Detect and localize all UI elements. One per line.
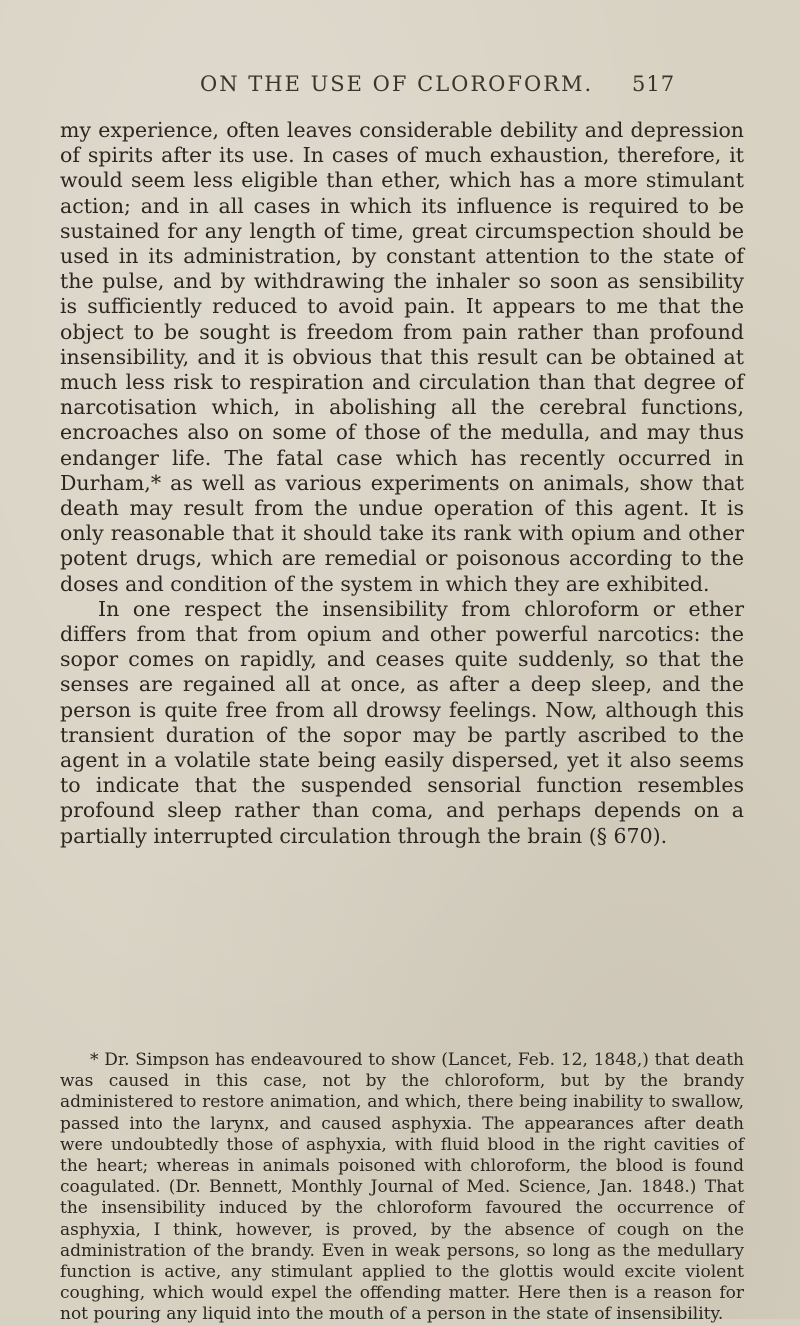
- paragraph-2: In one respect the insensibility from chloroform or ether differs from that from opium and other powerful narcotics: the sopor comes on rapidly, and ceases quite suddenly, so that the senses are regained all at once, as after a deep sleep, and the person is quite free from all drowsy feelings. Now, although this transient duration of the sopor may be partly ascribed to the agent in a volatile state being easily dispersed, yet it also seems to indicate that the suspended sensorial function resembles profound sleep rather than coma, and perhaps depends on a partially interrupted circulation through the brain (§ 670).: [60, 596, 744, 848]
- footnote-text: * Dr. Simpson has endeavoured to show (Lancet, Feb. 12, 1848,) that death was caused in this case, not by the chloroform, but by the brandy administered to restore animation, and which, there being inability to swallow, passed into the larynx, and caused asphyxia. The appearances after death were undoubtedly those of asphyxia, with fluid blood in the right cavities of the heart; whereas in animals poisoned with chloroform, the blood is found coagulated. (Dr. Bennett, Monthly Journal of Med. Science, Jan. 1848.) That the insensibility induced by the chloroform favoured the occurrence of asphyxia, I think, however, is proved, by the absence of cough on the administration of the brandy. Even in weak persons, so long as the medullary function is active, any stimulant applied to the glottis would excite violent coughing, which would expel the offending matter. Here then is a reason for not pouring any liquid into the mouth of a person in the state of insensibility.: [60, 1050, 744, 1325]
- main-text: [60, 118, 744, 849]
- footnote: [60, 1050, 744, 1326]
- paragraph-1: my experience, often leaves considerable debility and depression of spirits after its use. In cases of much exhaustion, therefore, it would seem less eligible than ether, which has a more stimulant action; and in all cases in which its influence is required to be sustained for any length of time, great circumspection should be used in its administration, by constant attention to the state of the pulse, and by withdrawing the inhaler so soon as sensibility is sufficiently reduced to avoid pain. It appears to me that the object to be sought is freedom from pain rather than profound insensibility, and it is obvious that this result can be obtained at much less risk to respiration and circulation than that degree of narcotisation which, in abolishing all the cerebral functions, encroaches also on some of those of the medulla, and may thus endanger life. The fatal case which has recently occurred in Durham,* as well as various experiments on animals, show that death may result from the undue operation of this agent. It is only reasonable that it should take its rank with opium and other potent drugs, which are remedial or poisonous according to the doses and condition of the system in which they are exhibited.: [60, 118, 744, 596]
- running-title: ON THE USE OF CLOROFORM.: [200, 72, 594, 96]
- page-number: 517: [632, 72, 676, 96]
